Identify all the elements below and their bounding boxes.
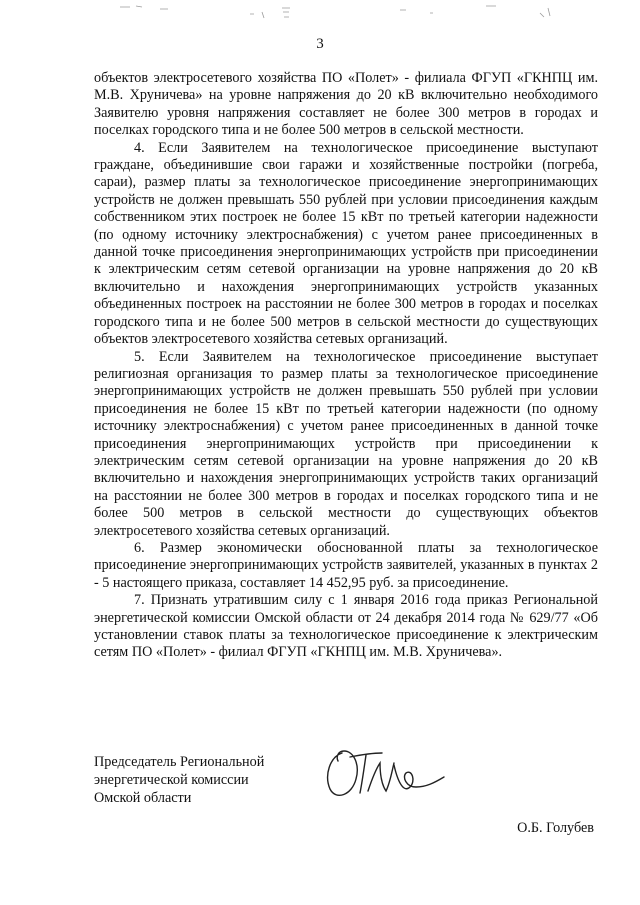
signer-title-line: Председатель Региональной (94, 754, 265, 770)
signer-title-line: энергетической комиссии (94, 772, 249, 788)
paragraph-item-5: 5. Если Заявителем на технологическое присоединение выступает религиозная организация то размер платы за технологическое присоединение энергопринимающих устройств не должен превышать 550 рублей при условии присоединения не более 15 кВт по третьей категории надежности (по одному источнику электроснабжения) с учетом ранее присоединенных в данной точке присоединения энергопринимающих устройств при присоединении к электрическим сетям сетевой организации на уровне напряжения до 20 кВ включительно и нахождения энергопринимающих устройств таких организаций на расстоянии не более 300 метров в городах и поселках городского типа и не более 500 метров в сельской местности до существующих объектов электросетевого хозяйства сетевых организаций. (94, 348, 598, 539)
paragraph-item-6: 6. Размер экономически обоснованной платы за технологическое присоединение энергопринимающих устройств заявителей, указанных в пунктах 2 - 5 настоящего приказа, составляет 14 452,95 руб. за присоединение. (94, 539, 598, 591)
handwritten-signature (320, 743, 450, 805)
paragraph-continuation: объектов электросетевого хозяйства ПО «Полет» - филиала ФГУП «ГКНПЦ им. М.В. Хруничева» на уровне напряжения до 20 кВ включительно необходимого Заявителю уровня напряжения составляет не более 300 метров в городах и поселках городского типа и не более 500 метров в сельской местности. (94, 70, 598, 139)
page-number: 3 (316, 36, 324, 52)
paragraph-item-4: 4. Если Заявителем на технологическое присоединение выступают граждане, объединившие свои гаражи и хозяйственные постройки (погреба, сараи), размер платы за технологическое присоединение энергопринимающих устройств не должен превышать 550 рублей при условии присоединения каждым собственником этих построек не более 15 кВт по третьей категории надежности (по одному источнику электроснабжения) с учетом ранее присоединенных в данной точке присоединения энергопринимающих устройств при присоединении к электрическим сетям сетевой организации на уровне напряжения до 20 кВ включительно и нахождения энергопринимающих устройств указанных объединенных построек на расстоянии не более 300 метров в городах и поселках городского типа и не более 500 метров в сельской местности до существующих объектов электросетевого хозяйства сетевых организаций. (94, 139, 598, 348)
signer-name: О.Б. Голубев (517, 820, 594, 836)
signature-block (94, 753, 598, 836)
signer-title (94, 753, 314, 807)
document-body (94, 70, 598, 662)
signer-title-line: Омской области (94, 790, 192, 806)
scan-artifact-marks (0, 0, 640, 30)
paragraph-item-7: 7. Признать утратившим силу с 1 января 2016 года приказ Региональной энергетической комиссии Омской области от 24 декабря 2014 года № 629/77 «Об установлении ставок платы за технологическое присоединение к электрическим сетям ПО «Полет» - филиал ФГУП «ГКНПЦ им. М.В. Хруничева». (94, 592, 598, 661)
